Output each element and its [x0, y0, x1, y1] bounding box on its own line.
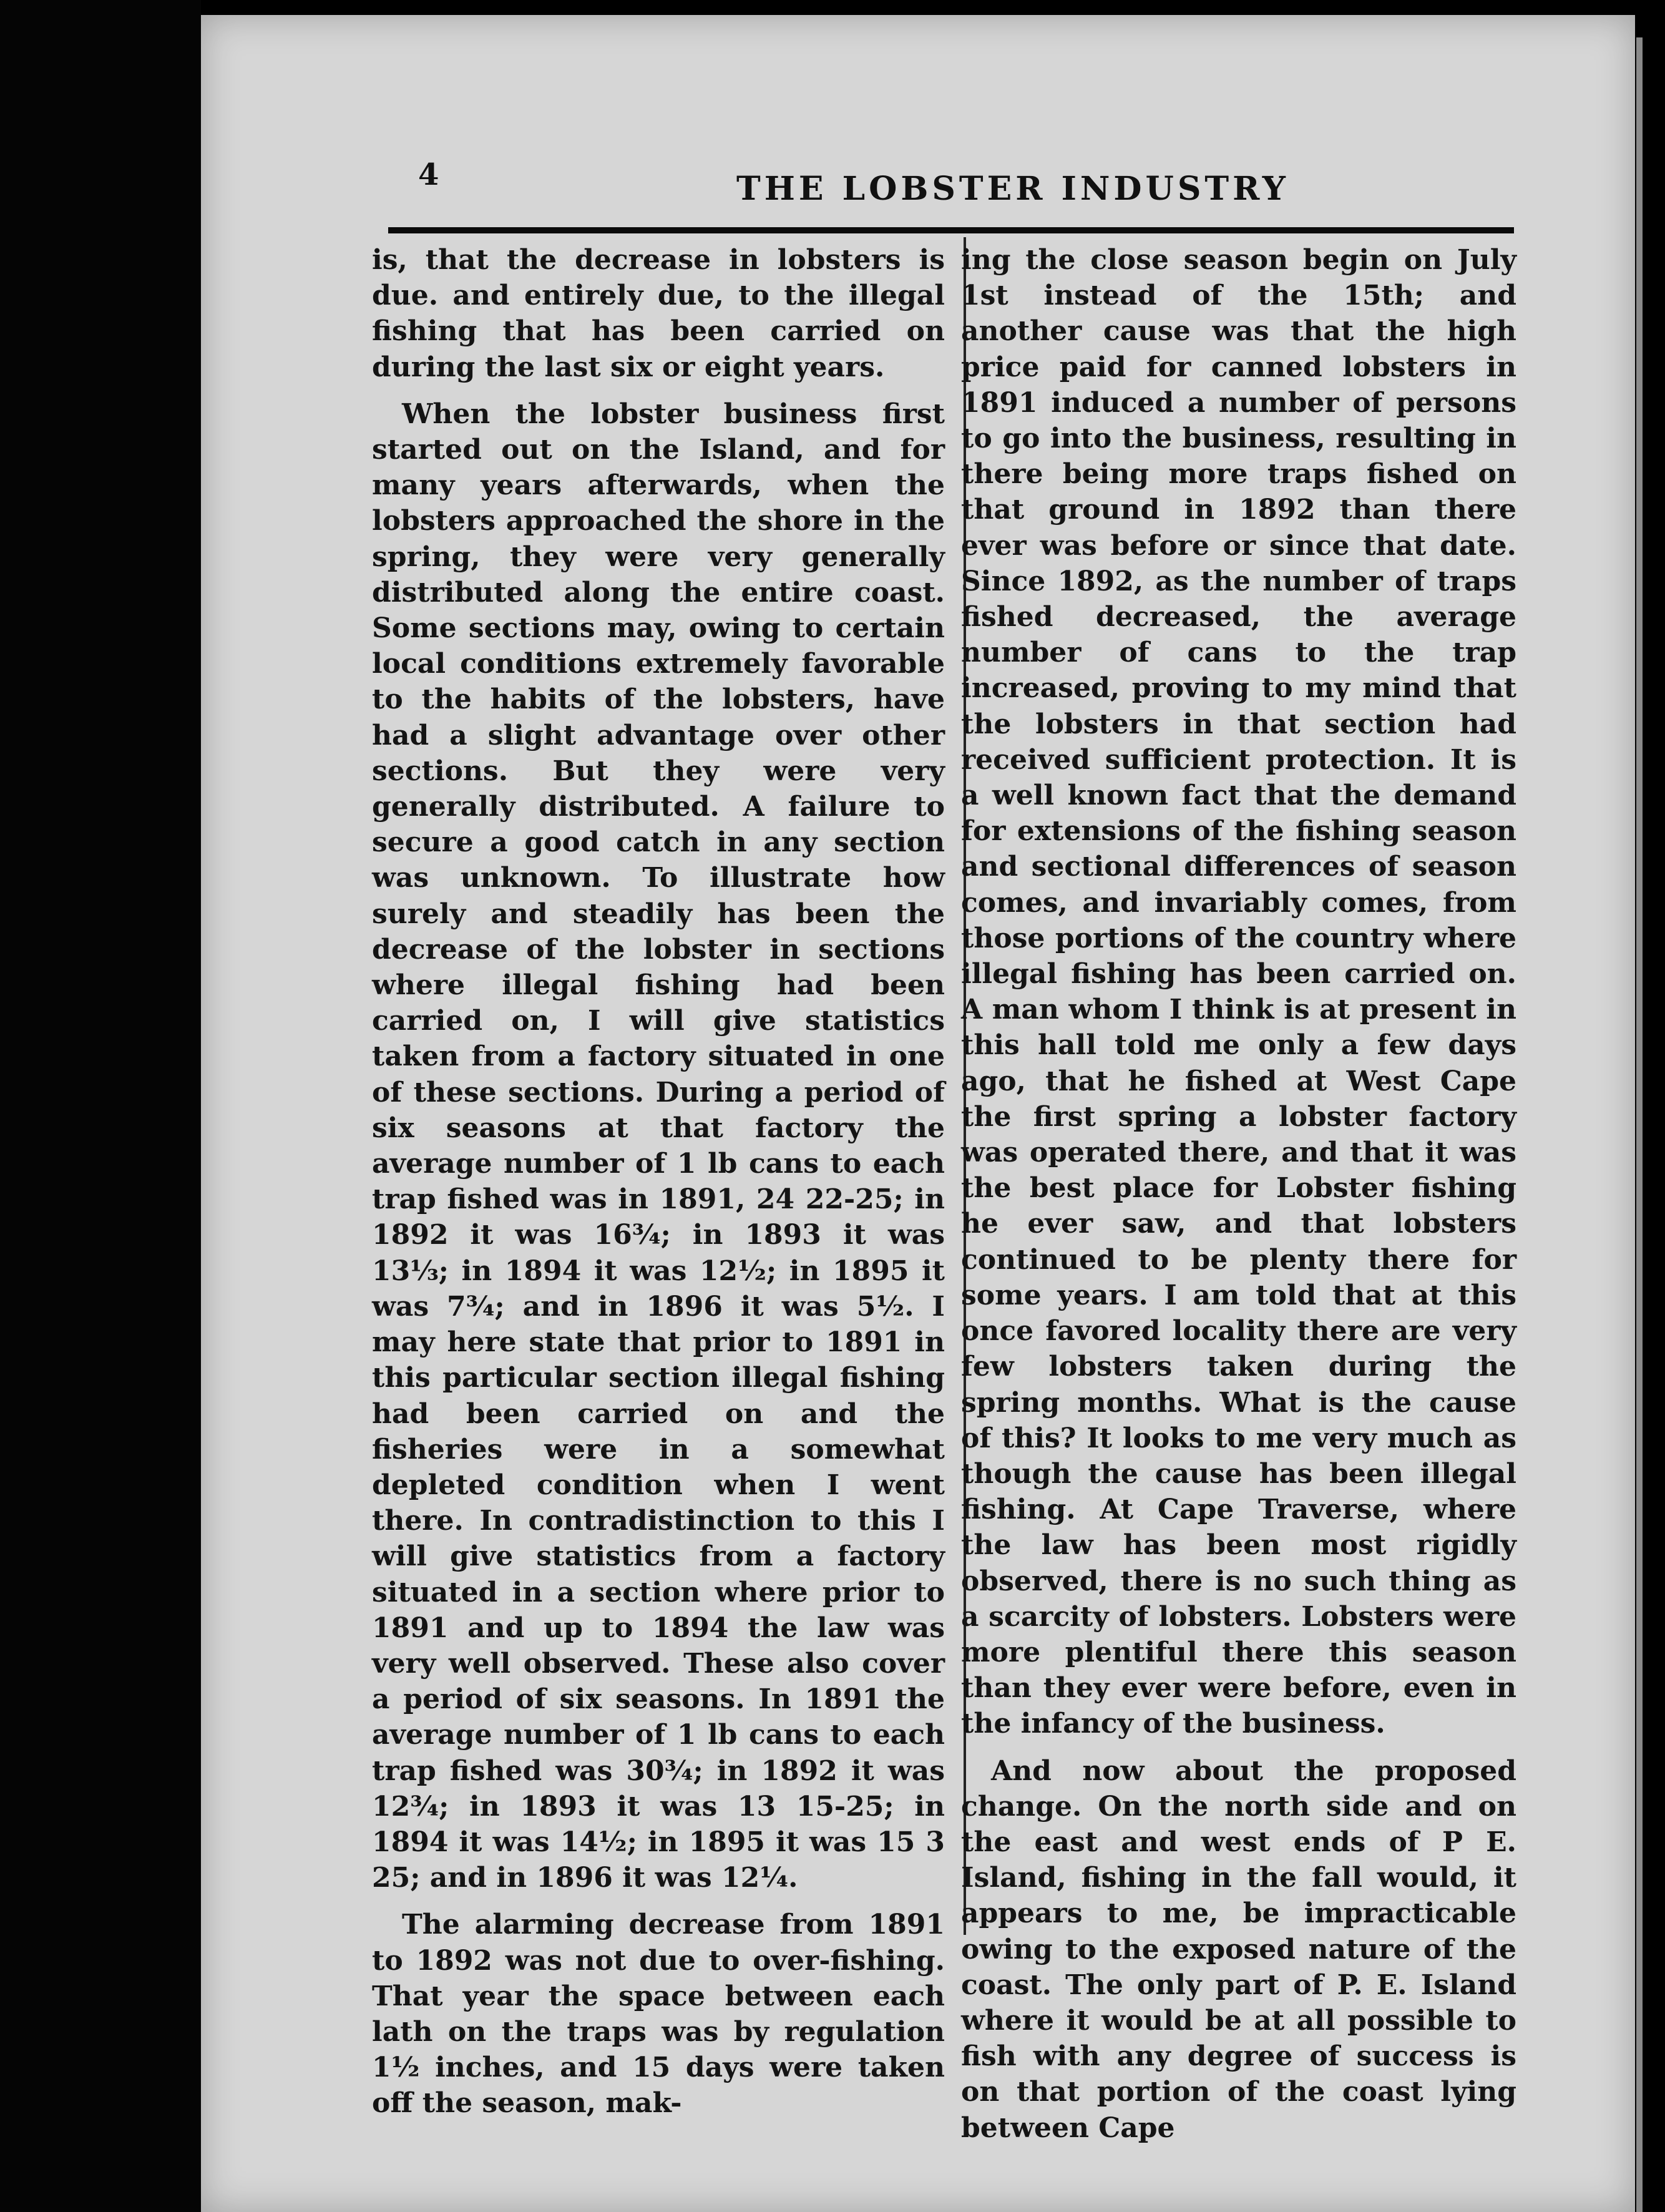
- paragraph: is, that the decrease in lobsters is due. and entirely due, to the illegal fishing that has been carried on during the last six or eight years.: [372, 244, 945, 383]
- paragraph: ing the close season begin on July 1st instead of the 15th; and another cause was that the high price paid for canned lobsters in 1891 induced a number of persons to go into the business, resulting in there being more traps fished on that ground in 1892 than there ever was before or since that date. Since 1892, as the number of traps fished decreased, the average number of cans to the trap increased, proving to my mind that the lobsters in that section had received sufficient protection. It is a well known fact that the demand for extensions of the fishing season and sectional differences of season comes, and invariably comes, from those portions of the country where illegal fishing has been carried on. A man whom I think is at present in this hall told me only a few days ago, that he fished at West Cape the first spring a lobster factory was operated there, and that it was the best place for Lobster fishing he ever saw, and that lobsters continued to be plenty there for some years. I am told that at this once favored locality there are very few lobsters taken during the spring months. What is the cause of this? It looks to me very much as though the cause has been illegal fishing. At Cape Traverse, where the law has been most rigidly observed, there is no such thing as a scarcity of lobsters. Lobsters were more plentiful there this season than they ever were before, even in the infancy of the business.: [961, 244, 1516, 1740]
- page-number: 4: [418, 157, 439, 192]
- header-rule: [388, 227, 1514, 233]
- right-text-column: [961, 242, 1516, 2146]
- adjacent-page-edge: [1636, 37, 1643, 2212]
- scan-left-margin: [0, 0, 201, 2212]
- paragraph: The alarming decrease from 1891 to 1892 was not due to over-fishing. That year the space between each lath on the traps was by regulation 1½ inches, and 15 days were taken off the season, mak-: [372, 1909, 945, 2120]
- left-text-column: [372, 242, 945, 2121]
- paragraph: And now about the proposed change. On the north side and on the east and west ends of P E. Island, fishing in the fall would, it appears to me, be impracticable owing to the exposed nature of the coast. The only part of P. E. Island where it would be at all possible to fish with any degree of success is on that portion of the coast lying between Cape: [961, 1754, 1516, 2144]
- paragraph: When the lobster business first started out on the Island, and for many years afterwards, when the lobsters approached the shore in the spring, they were very generally distributed along the entire coast. Some sections may, owing to certain local conditions extremely favorable to the habits of the lobsters, have had a slight advantage over other sections. But they were very generally distributed. A failure to secure a good catch in any section was unknown. To illustrate how surely and steadily has been the decrease of the lobster in sections where illegal fishing had been carried on, I will give statistics taken from a factory situated in one of these sections. During a period of six seasons at that factory the average number of 1 lb cans to each trap fished was in 1891, 24 22-25; in 1892 it was 16¾; in 1893 it was 13⅓; in 1894 it was 12½; in 1895 it was 7¾; and in 1896 it was 5½. I may here state that prior to 1891 in this particular section illegal fishing had been carried on and the fisheries were in a somewhat depleted condition when I went there. In contradistinction to this I will give statistics from a factory situated in a section where prior to 1891 and up to 1894 the law was very well observed. These also cover a period of six seasons. In 1891 the average number of 1 lb cans to each trap fished was 30¾; in 1892 it was 12¾; in 1893 it was 13 15-25; in 1894 it was 14½; in 1895 it was 15 3 25; and in 1896 it was 12¼.: [372, 398, 945, 1894]
- running-head-title: THE LOBSTER INDUSTRY: [736, 170, 1289, 208]
